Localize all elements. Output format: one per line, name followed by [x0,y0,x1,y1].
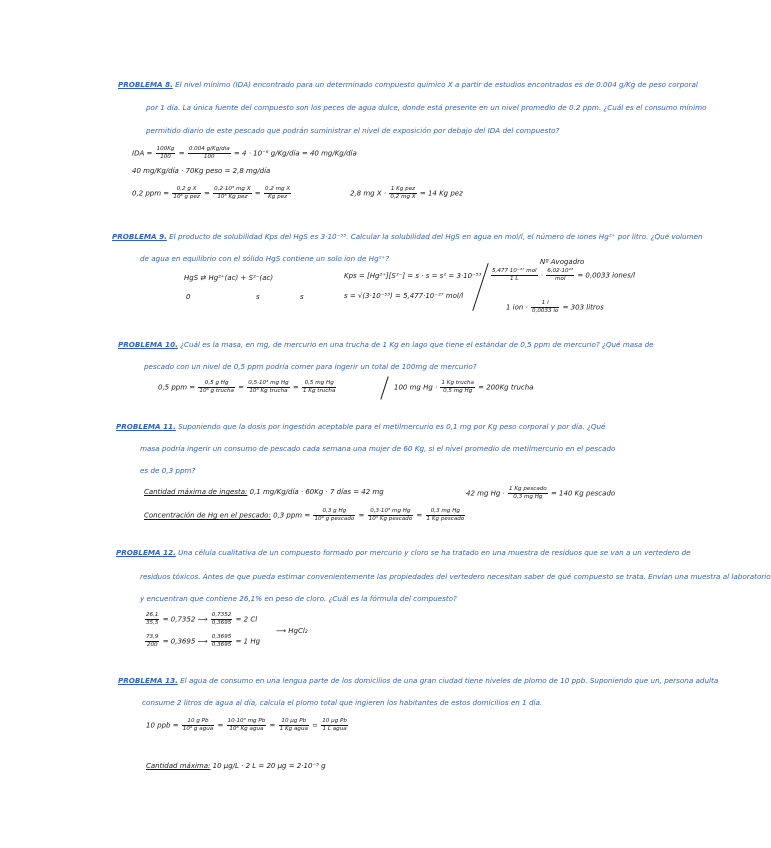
problem-11-text-1: Suponiendo que la dosis por ingestión aceptable para el metilmercurio es 0,1 mg por Kg peso corporal y por día. ¿Qué [178,422,606,431]
problem-10-text-2: pescado con un nivel de 0,5 ppm podría comer para ingerir un total de 100mg de mercurio? [144,362,477,371]
problem-8-text-1: El nivel mínimo (IDA) encontrado para un determinado compuesto químico X a partir de estudios encontrados es de 0.004 g/Kg de peso corporal [175,80,698,89]
problem-10-text-1: ¿Cuál es la masa, en mg, de mercurio en una trucha de 1 Kg en lago que tiene el estándar de 0,5 ppm de mercurio? ¿Qué masa de [180,340,654,349]
problem-13-total-line: Cantidad máxima: 10 μg/L · 2 L = 20 μg = 2·10⁻⁵ g [146,762,326,770]
problem-8-label: PROBLEMA 8. [118,80,173,89]
problem-12-label: PROBLEMA 12. [116,548,176,557]
problem-13-ppb-line: 10 ppb = $\frac{\text{10 g Pb}}{\text{10⁹ g agua}}$ = $\frac{\text{10·10³ mg Pb}}{\text{10⁶ Kg agua}}$ = $\frac{\text{10 μg Pb}}{\text{1 Kg agua}}$ ≃ $\frac{\text{10 μg Pb}}{\text{1 L agua}}$ [146,718,347,732]
problem-9-solubility: s = √(3·10⁻⁵³) = 5,477·10⁻²⁷ mol/l [344,292,464,300]
problem-9-text-1: El producto de solubilidad Kps del HgS es 3·10⁻⁵³. Calcular la solubilidad del HgS en agua en mol/l, el número de iones Hg²⁺ por litro. ¿Qué volumen [169,232,703,241]
problem-8-line-1 [118,80,698,89]
problem-9-s-hg: s [256,293,260,301]
problem-9-line-1 [112,232,703,241]
problem-8-text-2: por 1 día. La única fuente del compuesto son los peces de agua dulce, donde está presente en un nivel promedio de 0.2 ppm. ¿Cuál es el consumo mínimo [146,103,707,112]
problem-13-text-1: El agua de consumo en una lengua parte de los domicilios de una gran ciudad tiene niveles de plomo de 10 ppb. Suponiendo que un, persona adulta [180,676,719,685]
problem-10-label: PROBLEMA 10. [118,340,178,349]
problem-10-divider [380,376,388,399]
problem-8-dose-line: 40 mg/Kg/día · 70Kg peso = 2,8 mg/día [132,167,271,175]
problem-11-max-intake: Cantidad máxima de ingesta: 0,1 mg/Kg/día · 60Kg · 7 días = 42 mg [144,488,384,496]
problem-9-avogadro-note: Nº Avogadro [540,258,585,266]
problem-8-text-3: permitido diario de este pescado que podrán suministrar el nivel de exposición por debajo del IDA del compuesto? [146,126,560,135]
problem-9-s-s: s [300,293,304,301]
problem-11-line-1 [116,422,605,431]
problem-9-initial: 0 [186,293,191,301]
problem-10-ppm-line: 0,5 ppm = $\frac{\text{0,5 g Hg}}{\text{10⁶ g trucha}}$ = $\frac{\text{0,5·10³ mg Hg}}{\text{10³ Kg trucha}}$ = $\frac{\text{0,5 mg Hg}}{\text{1 Kg trucha}}$ [158,380,336,394]
problem-12-text-3: y encuentran que contiene 26,1% en peso de cloro. ¿Cuál es la fórmula del compuesto? [140,594,457,603]
problem-13-label: PROBLEMA 13. [118,676,178,685]
problem-9-equilibrium: HgS ⇄ Hg²⁺(ac) + S²⁻(ac) [184,274,274,282]
problem-12-line-1 [116,548,691,557]
problem-13-text-2: consume 2 litros de agua al día, calcula el plomo total que ingieren los habitantes de estos domicilios en 1 día. [142,698,543,707]
problem-9-volume-line: 1 ion · $\frac{1 l}{0,0033 io}$ = 303 litros [506,300,604,314]
problem-11-result-line: 42 mg Hg · $\frac{\text{1 Kg pescado}}{\text{0,3 mg Hg}}$ = 140 Kg pescado [466,486,616,500]
problem-11-label: PROBLEMA 11. [116,422,176,431]
problem-9-ions-line: $\frac{\text{5,477·10⁻²⁷ mol}}{1 L}$ · $\frac{\text{6,02·10²³}}{\text{mol}}$ = 0,0033 iones/l [492,268,636,282]
problem-9-divider [472,263,488,311]
problem-11-concentration: Concentración de Hg en el pescado: 0,3 ppm = $\frac{\text{0,3 g Hg}}{\text{10⁶ g pescado}}$ = $\frac{\text{0,3·10³ mg Hg}}{\text{10³ Kg pescado}}$ = $\frac{\text{0,3 mg Hg}}{\text{1 Kg pescado}}$ [144,508,465,522]
problem-10-result-line: 100 mg Hg · $\frac{\text{1 Kg trucha}}{\text{0,5 mg Hg}}$ = 200Kg trucha [394,380,534,394]
problem-8-result-line: 2,8 mg X · $\frac{\text{1 Kg pez}}{\text{0,2 mg X}}$ = 14 Kg pez [350,186,463,200]
problem-11-text-3: es de 0,3 ppm? [140,466,196,475]
problem-9-label: PROBLEMA 9. [112,232,167,241]
problem-12-chlorine-line: $\frac{26,1}{35,5}$ = 0,7352 ⟶ $\frac{0,7352}{0,3695}$ = 2 Cl [146,612,258,626]
problem-9-kps: Kps = [Hg²⁺][S²⁻] = s · s = s² = 3·10⁻⁵³ [344,272,482,280]
problem-10-line-1 [118,340,654,349]
problem-12-mercury-line: $\frac{73,9}{200}$ = 0,3695 ⟶ $\frac{0,3695}{0,3695}$ = 1 Hg [146,634,261,648]
problem-12-formula: ⟶ HgCl₂ [276,627,308,635]
problem-8-ppm-line: 0,2 ppm = $\frac{\text{0,2 g X}}{\text{10⁶ g pez}}$ = $\frac{\text{0,2·10³ mg X}}{\text{10³ Kg pez}}$ = $\frac{\text{0,2 mg X}}{\text{Kg pez}}$ [132,186,291,200]
problem-8-ida-line: IDA = $\frac{100Kg}{100}$ = $\frac{\text{0.004 g/Kg/dia}}{100}$ = 4 · 10⁻⁶ g/Kg/día = 40 mg/Kg/día [132,146,357,160]
problem-12-text-1: Una célula cualitativa de un compuesto formado por mercurio y cloro se ha tratado en una muestra de residuos que se van a un vertedero de [178,548,691,557]
problem-9-text-2: de agua en equilibrio con el sólido HgS contiene un solo ion de Hg²⁺? [140,254,390,263]
problem-12-text-2: residuos tóxicos. Antes de que pueda estimar convenientemente las propiedades del vertedero necesitan saber de qué compuesto se trata. Envían una muestra al laboratorio [140,572,771,581]
problem-11-text-2: masa podría ingerir un consumo de pescado cada semana una mujer de 60 Kg, si el nivel promedio de metilmercurio en el pescado [140,444,616,453]
problem-13-line-1 [118,676,718,685]
